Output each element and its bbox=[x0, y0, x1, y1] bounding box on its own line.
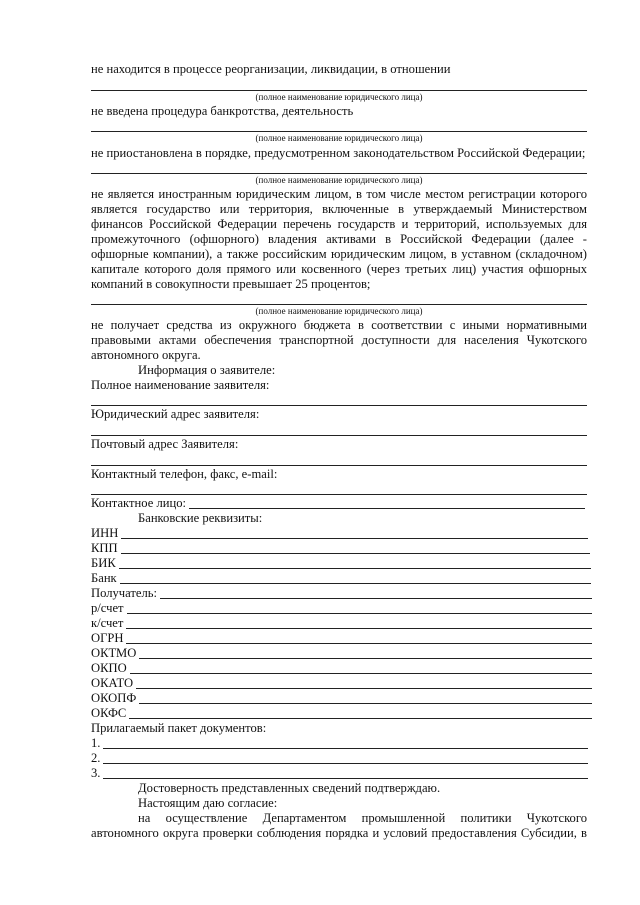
document-item-field[interactable] bbox=[103, 767, 588, 779]
bank-name-label: Банк bbox=[91, 571, 117, 585]
offshore-line: промежуточного (офшорного) владения активами в Российской Федерации (далее - bbox=[91, 232, 587, 246]
entity-name-caption-1: (полное наименование юридического лица) bbox=[255, 92, 423, 102]
bank-field-row bbox=[91, 541, 590, 556]
legal-address-label: Юридический адрес заявителя: bbox=[91, 407, 260, 421]
budget-line: автономного округа. bbox=[91, 348, 201, 362]
entity-name-caption-2: (полное наименование юридического лица) bbox=[255, 133, 423, 143]
entity-name-line-3 bbox=[91, 173, 587, 174]
bank-field-row bbox=[91, 556, 591, 571]
document-item-number: 1. bbox=[91, 736, 101, 750]
oktmo-field[interactable] bbox=[139, 647, 592, 659]
document-item-number: 3. bbox=[91, 766, 101, 780]
bank-field-row bbox=[91, 706, 592, 721]
bankruptcy-statement: не введена процедура банкротства, деятельность bbox=[91, 104, 354, 118]
offshore-line: является государство или территория, включенные в утверждаемый Министерством bbox=[91, 202, 587, 216]
document-item-field[interactable] bbox=[103, 752, 588, 764]
bank-field-row bbox=[91, 676, 592, 691]
bank-field-row bbox=[91, 661, 592, 676]
bik-field[interactable] bbox=[119, 557, 591, 569]
reorganization-statement: не находится в процессе реорганизации, ликвидации, в отношении bbox=[91, 62, 451, 76]
document-item-row bbox=[91, 751, 588, 766]
document-item-number: 2. bbox=[91, 751, 101, 765]
bank-field-row bbox=[91, 616, 592, 631]
applicant-full-name-label: Полное наименование заявителя: bbox=[91, 378, 270, 392]
oktmo-label: ОКТМО bbox=[91, 646, 137, 660]
entity-name-caption-4: (полное наименование юридического лица) bbox=[255, 306, 423, 316]
contacts-label: Контактный телефон, факс, e-mail: bbox=[91, 467, 278, 481]
offshore-line: компаний в совокупности превышает 25 процентов; bbox=[91, 277, 371, 291]
offshore-line: капитале которого доля прямого или косвенного (через третьих лиц) участия офшорных bbox=[91, 262, 587, 276]
bank-name-field[interactable] bbox=[120, 572, 591, 584]
ogrn-label: ОГРН bbox=[91, 631, 124, 645]
contact-person-label: Контактное лицо: bbox=[91, 496, 187, 510]
bank-field-row bbox=[91, 601, 592, 616]
offshore-line: офшорные компании), а также российским юридическим лицом, в уставном (складочном) bbox=[91, 247, 587, 261]
postal-address-field[interactable] bbox=[91, 465, 587, 466]
correspondent-account-field[interactable] bbox=[126, 617, 592, 629]
budget-line: правовыми актами обеспечения транспортной доступности для населения Чукотского bbox=[91, 333, 587, 347]
entity-name-line-1 bbox=[91, 90, 587, 91]
settlement-account-field[interactable] bbox=[127, 602, 592, 614]
okfs-field[interactable] bbox=[129, 707, 592, 719]
bank-field-row bbox=[91, 526, 588, 541]
contacts-field[interactable] bbox=[91, 494, 587, 495]
recipient-label: Получатель: bbox=[91, 586, 158, 600]
document-item-row bbox=[91, 766, 588, 781]
offshore-line: не является иностранным юридическим лицом, в том числе местом регистрации которого bbox=[91, 187, 587, 201]
applicant-heading: Информация о заявителе: bbox=[138, 363, 276, 377]
entity-name-line-2 bbox=[91, 131, 587, 132]
consent-line: на осуществление Департаментом промышленной политики Чукотского bbox=[138, 811, 587, 825]
ogrn-field[interactable] bbox=[126, 632, 592, 644]
okfs-label: ОКФС bbox=[91, 706, 127, 720]
document-item-field[interactable] bbox=[103, 737, 588, 749]
offshore-line: финансов Российской Федерации перечень государств и территорий, используемых для bbox=[91, 217, 587, 231]
settlement-account-label: р/счет bbox=[91, 601, 124, 615]
okato-field[interactable] bbox=[136, 677, 592, 689]
okpo-field[interactable] bbox=[130, 662, 592, 674]
document-item-row bbox=[91, 736, 588, 751]
bank-field-row bbox=[91, 586, 592, 601]
okpo-label: ОКПО bbox=[91, 661, 127, 675]
kpp-label: КПП bbox=[91, 541, 118, 555]
documents-heading: Прилагаемый пакет документов: bbox=[91, 721, 267, 735]
kpp-field[interactable] bbox=[121, 542, 590, 554]
okopf-field[interactable] bbox=[139, 692, 592, 704]
bank-heading: Банковские реквизиты: bbox=[138, 511, 263, 525]
recipient-field[interactable] bbox=[160, 587, 592, 599]
bik-label: БИК bbox=[91, 556, 116, 570]
contact-person-field[interactable] bbox=[189, 497, 585, 509]
correspondent-account-label: к/счет bbox=[91, 616, 124, 630]
suspension-statement: не приостановлена в порядке, предусмотренном законодательством Российской Федерации; bbox=[91, 146, 586, 160]
okopf-label: ОКОПФ bbox=[91, 691, 137, 705]
budget-line: не получает средства из окружного бюджета в соответствии с иными нормативными bbox=[91, 318, 587, 332]
legal-address-field[interactable] bbox=[91, 435, 587, 436]
consent-line: автономного округа проверки соблюдения порядка и условий предоставления Субсидии, в bbox=[91, 826, 587, 840]
applicant-full-name-field[interactable] bbox=[91, 405, 587, 406]
bank-field-row bbox=[91, 691, 592, 706]
contact-person-row bbox=[91, 496, 585, 511]
consent-heading: Настоящим даю согласие: bbox=[138, 796, 278, 810]
okato-label: ОКАТО bbox=[91, 676, 134, 690]
inn-label: ИНН bbox=[91, 526, 119, 540]
postal-address-label: Почтовый адрес Заявителя: bbox=[91, 437, 239, 451]
entity-name-caption-3: (полное наименование юридического лица) bbox=[255, 175, 423, 185]
bank-field-row bbox=[91, 631, 592, 646]
inn-field[interactable] bbox=[121, 527, 588, 539]
bank-field-row bbox=[91, 646, 592, 661]
entity-name-line-4 bbox=[91, 304, 587, 305]
confirmation-statement: Достоверность представленных сведений подтверждаю. bbox=[138, 781, 441, 795]
bank-field-row bbox=[91, 571, 591, 586]
